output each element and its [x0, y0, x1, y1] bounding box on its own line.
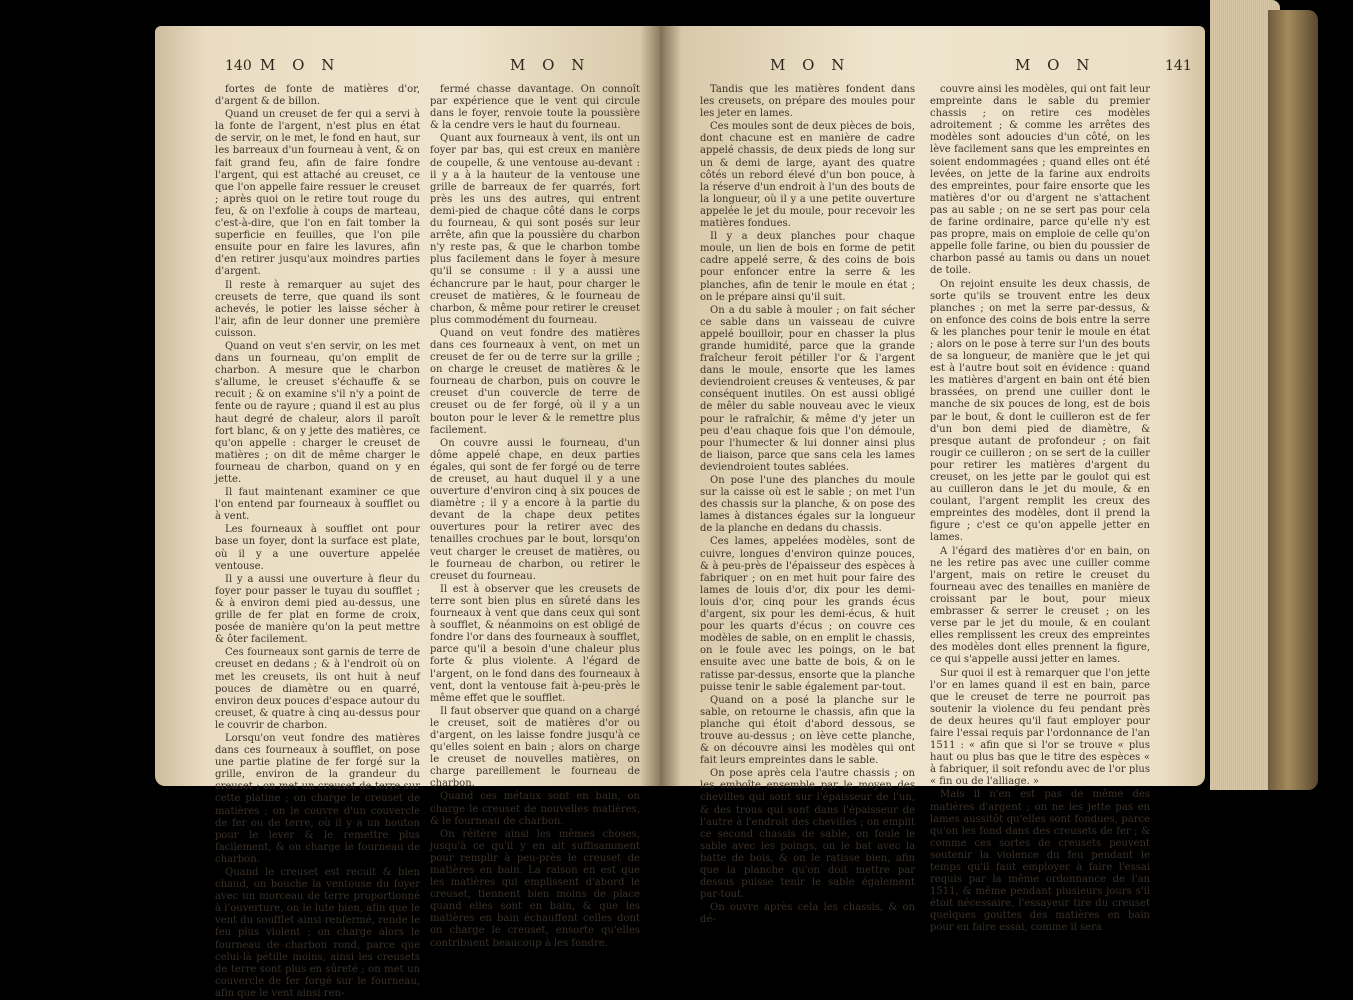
running-header-left-2: M O N: [510, 56, 591, 74]
paragraph: fortes de fonte de matières d'or, d'argent & de billon.: [215, 84, 420, 108]
paragraph: Quand un creuset de fer qui a servi à la fonte de l'argent, n'est plus en état de servir, on le met, le fond en haut, sur les barreaux d'un fourneau à vent, & on fait grand feu, afin de faire fondre l'argent, qui est attaché au creuset, ce que l'on appelle faire ressuer le creuset ; après quoi on le retire tout rouge du feu, & on l'exfolie à coups de marteau, c'est-à-dire, que l'on en fait tomber la superficie en feuilles, que l'on pile ensuite pour en faire les lavures, afin d'en retirer jusqu'aux moindres parties d'argent.: [215, 109, 420, 278]
paragraph: On ouvre après cela les chassis, & on dé-: [700, 902, 915, 926]
book-cover: [1268, 10, 1318, 790]
paragraph: Quand le creuset est recuit & bien chaud, on bouche la ventouse du foyer avec un morceau de terre proportionné à l'ouverture, on le lute bien, afin que le vent du soufflet ainsi renfermé, rende le feu plus violent ; on charge alors le fourneau de charbon rond, parce que celui-là pétille moins, ainsi les creusets de terre sont plus en sûreté ; on met un couvercle de fer forgé sur le fourneau, afin que le vent ainsi ren-: [215, 867, 420, 999]
right-column-2: [930, 84, 1150, 934]
page-number-right: 141: [1165, 58, 1192, 74]
paragraph: Ces lames, appelées modèles, sont de cuivre, longues d'environ quinze pouces, & à peu-près de l'épaisseur des espèces à fabriquer ; on en met huit pour faire des lames de louis d'or, dix pour les demi-louis d'or, cinq pour les grands écus d'argent, six pour les demi-écus, & huit pour les quarts d'écus ; on couvre ces modèles de sable, on en emplit le chassis, on le foule avec les poings, on le bat ensuite avec une batte de bois, & on le ratisse par-dessus, ensorte que la planche puisse tenir le sable également par-tout.: [700, 536, 915, 693]
paragraph: On pose après cela l'autre chassis ; on les emboîte ensemble par le moyen des chevilles qui sont sur l'épaisseur de l'un, & des trous qui sont dans l'épaisseur de l'autre à l'endroit des chevilles ; on emplit ce second chassis de sable, on foule le sable avec les poings, on le bat avec la batte de bois, & on le ratisse bien, afin que la planche qu'on doit mettre par dessus puisse tenir le sable également par-tout.: [700, 768, 915, 901]
paragraph: Il reste à remarquer au sujet des creusets de terre, que quand ils sont achevés, le potier les laisse sécher à l'air, afin de leur donner une première cuisson.: [215, 279, 420, 339]
paragraph: Il y a aussi une ouverture à fleur du foyer pour passer le tuyau du soufflet ; & à environ demi pied au-dessus, une grille de fer plat en forme de croix, posée de manière qu'on la peut mettre & ôter facilement.: [215, 573, 420, 646]
paragraph: A l'égard des matières d'or en bain, on ne les retire pas avec une cuiller comme l'argent, mais on retire le creuset du fourneau avec des tenailles en manière de croissant par le bout, pour mieux embrasser & serrer le creuset ; on les verse par le jet du moule, & en coulant elles remplissent les creux des empreintes des modèles dont elles prennent la figure, ce qui s'appelle aussi jetter en lames.: [930, 545, 1150, 666]
running-header-left-1: M O N: [260, 56, 341, 74]
paragraph: Mais il n'en est pas de même des matières d'argent ; on ne les jette pas en lames aussitôt qu'elles sont fondues, parce qu'on les fond dans des creusets de fer ; & comme ces sortes de creusets peuvent soutenir la violence du feu pendant le temps qu'il faut employer à faire l'essai requis par la même ordonnance de l'an 1511, & même pendant plusieurs jours s'il étoit nécessaire, l'essayeur tire du creuset quelques gouttes des matières en bain pour en faire essai, comme il sera: [930, 789, 1150, 934]
page-number-left: 140: [225, 58, 252, 74]
paragraph: Quand on veut s'en servir, on les met dans un fourneau, qu'on emplit de charbon. A mesure que le charbon s'allume, le creuset s'échauffe & se recuit ; & on examine s'il n'y a point de fente ou de rayure ; quand il est au plus haut degré de chaleur, alors il paroît fort blanc, & on y jette des matières, ce qu'on appelle : charger le creuset de matières ; on dit de même charger le fourneau de charbon, quand on y en jette.: [215, 340, 420, 485]
paragraph: On couvre aussi le fourneau, d'un dôme appelé chape, en deux parties égales, qui sont de fer forgé ou de terre de creuset, au haut duquel il y a une ouverture d'environ cinq à six pouces de diamètre ; il y a encore à la partie du devant de la chape deux petites ouvertures pour la retirer avec des tenailles crochues par le bout, lorsqu'on veut charger le creuset de matières, ou le fourneau de charbon, ou retirer le creuset du fourneau.: [430, 437, 640, 582]
paragraph: Quand on a posé la planche sur le sable, on retourne le chassis, afin que la planche qui étoit d'abord dessous, se trouve au-dessus ; on lève cette planche, & on découvre ainsi les modèles qui ont fait leurs empreintes dans le sable.: [700, 694, 915, 767]
open-book: [155, 8, 1205, 999]
left-page: [155, 26, 660, 999]
paragraph: Les fourneaux à soufflet ont pour base un foyer, dont la surface est plate, où il y a une ouverture appelée ventouse.: [215, 524, 420, 572]
paragraph: Il faut maintenant examiner ce que l'on entend par fourneaux à soufflet ou à vent.: [215, 487, 420, 523]
paragraph: Lorsqu'on veut fondre des matières dans ces fourneaux à soufflet, on pose une partie platine de fer forgé sur la grille, environ de la grandeur du creuset ; on met un creuset de terre sur cette platine ; on charge le creuset de matières ; on le couvre d'un couvercle de fer ou de terre, où il y a un bouton pour le lever & le remettre plus facilement, & on charge le fourneau de charbon.: [215, 732, 420, 865]
left-column-1: [215, 84, 420, 999]
right-column-1: [700, 84, 915, 926]
paragraph: On a du sable à mouler ; on fait sécher ce sable dans un vaisseau de cuivre appelé bouilloir, pour en chasser la plus grande humidité, parce que la grande fraîcheur feroit pétiller l'or & l'argent dans le moule, ensorte que les lames deviendroient creuses & venteuses, & par conséquent inutiles. On est aussi obligé de mêler du sable nouveau avec le vieux pour le rafraîchir, & même d'y jeter un peu d'eau chaque fois que l'on démoule, pour l'humecter & lui donner ainsi plus de liaison, parce que sans cela les lames deviendroient toutes sablées.: [700, 304, 915, 473]
running-header-right-2: M O N: [1015, 56, 1096, 74]
paragraph: Tandis que les matières fondent dans les creusets, on prépare des moules pour les jeter en lames.: [700, 84, 915, 120]
paragraph: Quand ces métaux sont en bain, on charge le creuset de nouvelles matières, & le fourneau de charbon.: [430, 791, 640, 827]
left-column-2: [430, 84, 640, 949]
paragraph: Il est à observer que les creusets de terre sont bien plus en sûreté dans les fourneaux à vent que dans ceux qui sont à soufflet, & néanmoins on est obligé de fondre l'or dans des fourneaux à soufflet, parce qu'il a besoin d'une chaleur plus forte & plus violente. A l'égard de l'argent, on le fond dans des fourneaux à vent, dont la ventouse fait à-peu-près le même effet que le soufflet.: [430, 583, 640, 704]
running-header-right-1: M O N: [770, 56, 851, 74]
paragraph: Il y a deux planches pour chaque moule, un lien de bois en forme de petit cadre appelé serre, & des coins de bois pour enfoncer entre la serre & les planches, afin de tenir le moule en état ; on le prépare ainsi qu'il suit.: [700, 231, 915, 303]
paragraph: fermé chasse davantage. On connoît par expérience que le vent qui circule dans le foyer, renvoie toute la poussière & la cendre vers le haut du fourneau.: [430, 84, 640, 132]
right-page: [660, 26, 1205, 934]
paragraph: On rejoint ensuite les deux chassis, de sorte qu'ils se trouvent entre les deux planches ; on met la serre par-dessus, & on enfonce des coins de bois entre la serre & les planches pour tenir le moule en état ; alors on le pose à terre sur l'un des bouts de sa longueur, de manière que le jet qui est à l'autre bout soit en évidence : quand les matières d'argent en bain ont été bien brassées, on prend une cuiller dont le manche de six pouces de long, est de bois par le bout, & dont le cuilleron est de fer d'un bon demi pied de diamètre, & presque autant de profondeur ; on fait rougir ce cuilleron ; on se sert de la cuiller pour retirer les matières d'argent du creuset, on les jette par le goulot qui est au cuilleron dans le jet du moule, & en coulant, l'argent remplit les creux des empreintes des modèles, dont il prend la figure ; c'est ce qu'on appelle jetter en lames.: [930, 278, 1150, 544]
paragraph: On réitère ainsi les mêmes choses, jusqu'à ce qu'il y en ait suffisamment pour remplir à peu-près le creuset de matières en bain. La raison en est que les matières qui emplissent d'abord le creuset, tiennent bien moins de place quand elles sont en bain, & que les matières en bain échauffent celles dont on charge le creuset, ensorte qu'elles contribuent beaucoup à les fondre.: [430, 828, 640, 949]
paragraph: Il faut observer que quand on a chargé le creuset, soit de matières d'or ou d'argent, on les laisse fondre jusqu'à ce qu'elles soient en bain ; alors on charge le creuset de nouvelles matières, on charge pareillement le fourneau de charbon.: [430, 705, 640, 790]
paragraph: Quand on veut fondre des matières dans ces fourneaux à vent, on met un creuset de fer ou de terre sur la grille ; on charge le creuset de matières & le fourneau de charbon, puis on couvre le creuset d'un couvercle de terre de creuset ou de fer forgé, où il y a un bouton pour le lever & le remettre plus facilement.: [430, 327, 640, 436]
paragraph: Ces moules sont de deux pièces de bois, dont chacune est en manière de cadre appelé chassis, de deux pieds de long sur un & demi de large, ayant des quatre côtés un rebord élevé d'un bon pouce, à la réserve d'un endroit à l'un des bouts de la longueur, où il y a une petite ouverture appelée le jet du moule, pour recevoir les matières fondues.: [700, 121, 915, 230]
paragraph: Ces fourneaux sont garnis de terre de creuset en dedans ; & à l'endroit où on met les creusets, ils ont huit à neuf pouces de diamètre ou en quarré, environ deux pouces d'espace autour du creuset, & quatre à cinq au-dessus pour le couvrir de charbon.: [215, 647, 420, 731]
paragraph: On pose l'une des planches du moule sur la caisse où est le sable ; on met l'un des chassis sur la planche, & on pose des lames à distances égales sur la longueur de la planche en dedans du chassis.: [700, 475, 915, 535]
paragraph: Quant aux fourneaux à vent, ils ont un foyer par bas, qui est creux en manière de coupelle, & une ventouse au-devant : il y a à la hauteur de la ventouse une grille de barreaux de fer quarrés, fort près les uns des autres, qui entrent demi-pied de chaque côté dans le corps du fourneau, & qui sont posés sur leur arrête, afin que la poussière du charbon n'y reste pas, & que le charbon tombe plus facilement dans le foyer à mesure qu'il se consume : il y a aussi une échancrure par le haut, pour charger le creuset de matières, & le fourneau de charbon, & même pour retirer le creuset plus commodément du fourneau.: [430, 133, 640, 326]
paragraph: couvre ainsi les modèles, qui ont fait leur empreinte dans le sable du premier chassis ; on retire ces modèles adroitement ; & comme les arrêtes des modèles sont adoucies d'un côté, on les lève facilement sans que les empreintes en soient endommagées ; quand elles ont été levées, on jette de la farine aux endroits des empreintes, pour faire ensorte que les matières d'or ou d'argent ne s'attachent pas au sable ; on ne se sert pas pour cela de farine ordinaire, parce qu'elle n'y est pas propre, mais on emploie de celle qu'on appelle folle farine, ou bien du poussier de charbon passé au tamis ou dans un nouet de toile.: [930, 84, 1150, 277]
paragraph: Sur quoi il est à remarquer que l'on jette l'or en lames quand il est en bain, parce que le creuset de terre ne pourroit pas soutenir la violence du feu pendant près de deux heures qu'il faut employer pour faire l'essai requis par l'ordonnance de l'an 1511 : « afin que si l'or se trouve « plus haut ou plus bas que le titre des espèces « à fabriquer, il soit refondu avec de l'or plus « fin ou de l'alliage. »: [930, 667, 1150, 788]
